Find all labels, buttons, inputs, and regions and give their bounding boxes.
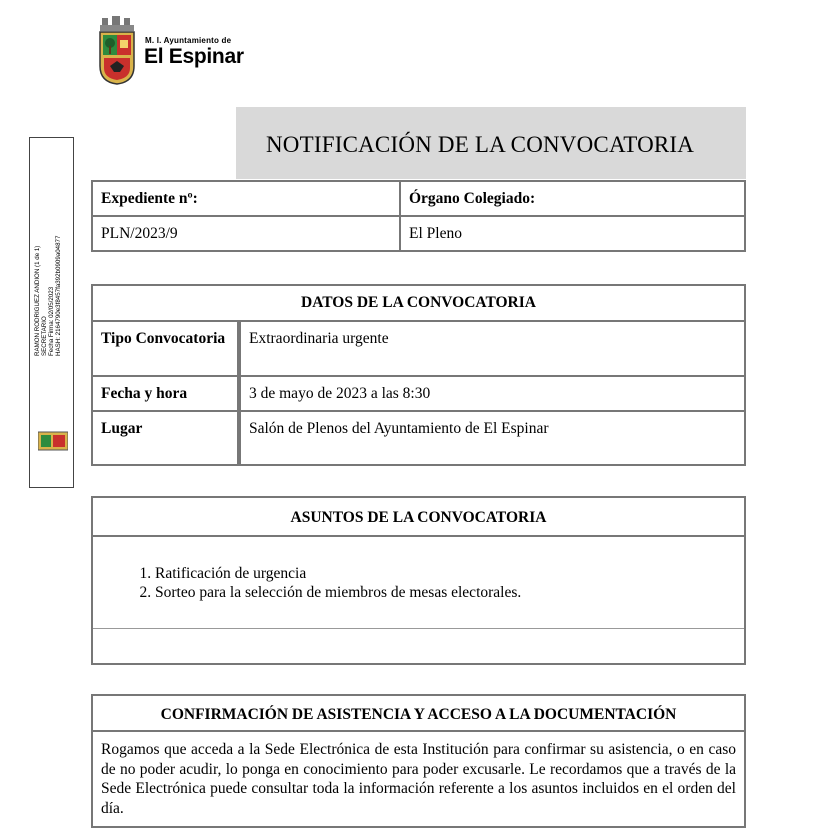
list-item: 1. Ratificación de urgencia: [155, 564, 521, 583]
confirmacion-heading: CONFIRMACIÓN DE ASISTENCIA Y ACCESO A LA DOCUMENTACIÓN: [93, 696, 744, 732]
page-title: NOTIFICACIÓN DE LA CONVOCATORIA: [266, 132, 695, 157]
expediente-value: PLN/2023/9: [92, 216, 400, 251]
organo-value: El Pleno: [400, 216, 745, 251]
coat-of-arms-icon: [96, 16, 140, 86]
signature-date: Fecha Firma: 02/05/2023: [48, 286, 55, 356]
fecha-value: 3 de mayo de 2023 a las 8:30: [239, 376, 745, 411]
org-name: El Espinar: [144, 45, 244, 68]
list-item: 2. Sorteo para la selección de miembros de mesas electorales.: [155, 583, 521, 602]
signer-name: RAMON RODRIGUEZ ANDION (1 de 1): [34, 245, 41, 356]
signature-text: [34, 196, 74, 356]
fecha-label: Fecha y hora: [92, 376, 239, 411]
datos-table: [91, 284, 746, 466]
expediente-label: Expediente nº:: [92, 181, 400, 216]
asuntos-heading: ASUNTOS DE LA CONVOCATORIA: [93, 498, 744, 537]
asuntos-list: [133, 564, 521, 602]
lugar-value: Salón de Plenos del Ayuntamiento de El Espinar: [239, 411, 745, 465]
expediente-table: [91, 180, 746, 252]
org-small-label: M. I. Ayuntamiento de: [145, 36, 232, 45]
organo-label: Órgano Colegiado:: [400, 181, 745, 216]
datos-heading: DATOS DE LA CONVOCATORIA: [92, 285, 745, 321]
signature-hash: HASH: 2164790e3f8457fa392b0909a04877: [55, 235, 62, 356]
tipo-value: Extraordinaria urgente: [239, 321, 745, 376]
tipo-label: Tipo Convocatoria: [92, 321, 239, 376]
asuntos-box: [91, 496, 746, 665]
confirmacion-text: Rogamos que acceda a la Sede Electrónica de esta Institución para confirmar su asistencia, o en caso de no poder acudir, lo ponga en conocimiento para poder excusarle. Le recordamos que a través de la Sede Electrónica puede consultar toda la información referente a los asuntos incluidos en el orden del día.: [101, 741, 736, 817]
title-band: [236, 107, 746, 179]
divider: [93, 628, 744, 629]
confirmacion-box: [91, 694, 746, 828]
lugar-label: Lugar: [92, 411, 239, 465]
signature-stamp: [29, 137, 74, 488]
seal-icon: [38, 430, 68, 452]
signer-role: SECRETARIO: [41, 316, 48, 356]
